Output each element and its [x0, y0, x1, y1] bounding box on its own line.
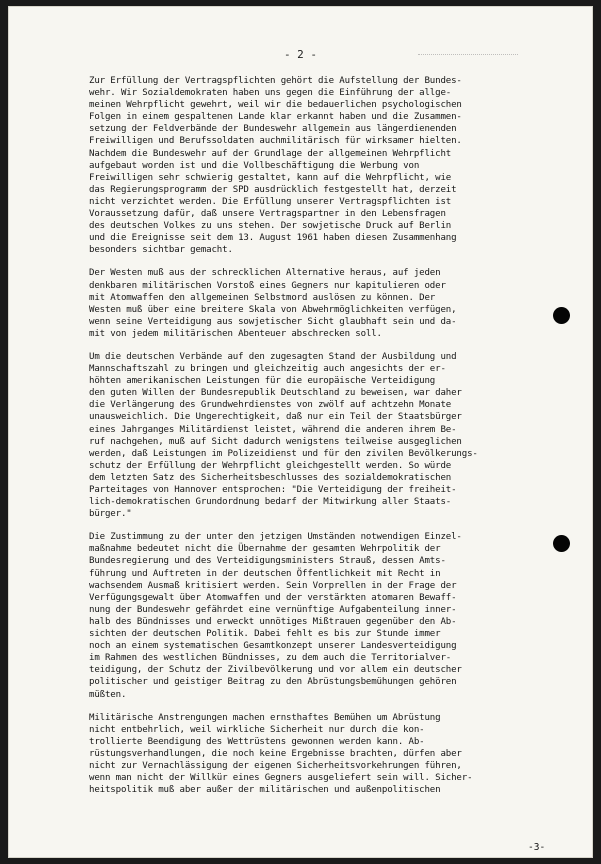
text-line: meinen Wehrpflicht gewehrt, weil wir die bedauerlichen psychologischen: [89, 100, 462, 111]
text-line: unausweichlich. Die Ungerechtigkeit, daß nur ein Teil der Staatsbürger: [89, 412, 462, 423]
text-line: wenn man nicht der Willkür eines Gegners ausgeliefert sein will. Sicher-: [89, 773, 473, 784]
text-line: Parteitages von Hannover entsprochen: "Die Verteidigung der freiheit-: [89, 485, 457, 495]
text-line: setzung der Feldverbände der Bundeswehr allgemein aus längerdienenden: [89, 124, 457, 135]
text-line: wachsendem Ausmaß kritisiert werden. Sein Vorprellen in der Frage der: [89, 580, 457, 591]
text-line: nicht zur Vernachlässigung der eigenen Sicherheitsvorkehrungen führen,: [89, 760, 462, 771]
text-line: Um die deutschen Verbände auf den zugesagten Stand der Ausbildung und: [89, 351, 457, 362]
text-line: Mannschaftszahl zu bringen und gleichzeitig auch angesichts der er-: [89, 364, 446, 375]
text-line: Nachdem die Bundeswehr auf der Grundlage der allgemeinen Wehrpflicht: [89, 148, 452, 159]
text-line: nicht verzichtet werden. Die Erfüllung unserer Vertragspflichten ist: [89, 196, 452, 207]
text-line: besonders sichtbar gemacht.: [89, 245, 233, 256]
text-line: müßten.: [89, 689, 127, 700]
text-line: im Rahmen des westlichen Bündnisses, zu dem auch die Territorialver-: [89, 653, 452, 664]
text-line: halb des Bündnisses und erweckt unnötiges Mißtrauen gegenüber den Ab-: [89, 616, 457, 627]
text-line: Bundesregierung und des Verteidigungsministers Strauß, dessen Amts-: [89, 556, 446, 567]
text-line: Freiwilligen und Berufssoldaten auchmilitärisch für wirksamer hielten.: [89, 136, 462, 147]
paragraph: [89, 712, 569, 797]
text-line: den guten Willen der Bundesrepublik Deutschland zu beweisen, war daher: [89, 388, 462, 399]
text-line: denkbaren militärischen Vorstoß eines Gegners nur kapitulieren oder: [89, 280, 446, 291]
text-line: und die Ereignisse seit dem 13. August 1961 haben diesen Zusammenhang: [89, 233, 457, 244]
text-line: führung und Auftreten in der deutschen Öffentlichkeit mit Recht in: [89, 568, 441, 579]
paragraph: [89, 267, 569, 340]
text-line: mit von jedem militärischen Abenteuer abschrecken soll.: [89, 328, 382, 339]
text-line: schutz der Erfüllung der Wehrpflicht gleichgestellt werden. So würde: [89, 460, 452, 471]
text-line: Verfügungsgewalt über Atomwaffen und der verstärkten atomaren Bewaff-: [89, 592, 457, 603]
punch-hole-lower: [553, 535, 570, 552]
text-line: teidigung, der Schutz der Zivilbevölkerung und vor allem ein deutscher: [89, 665, 462, 676]
paragraph: [89, 75, 569, 256]
text-line: aufgebaut worden ist und die Vollbeschäftigung die Werbung von: [89, 160, 420, 171]
text-line: lich-demokratischen Grundordnung bedarf der Mitwirkung aller Staats-: [89, 497, 452, 508]
text-line: das Regierungsprogramm der SPD ausdrücklich festgestellt hat, derzeit: [89, 184, 457, 195]
text-line: Freiwilligen sehr schwierig gestaltet, kann auf die Wehrpflicht, wie: [89, 172, 452, 183]
text-line: die Verlängerung des Grundwehrdienstes von zwölf auf achtzehn Monate: [89, 400, 452, 411]
text-line: höhten amerikanischen Leistungen für die europäische Verteidigung: [89, 376, 436, 387]
text-line: nung der Bundeswehr gefährdet eine vernünftige Aufgabenteilung inner-: [89, 604, 457, 615]
text-line: bürger.": [89, 509, 132, 520]
text-line: des deutschen Volkes zu uns stehen. Der sowjetische Druck auf Berlin: [89, 221, 452, 232]
text-line: wehr. Wir Sozialdemokraten haben uns gegen die Einführung der allge-: [89, 88, 452, 99]
text-line: mit Atomwaffen den allgemeinen Selbstmord auslösen zu können. Der: [89, 292, 436, 303]
text-line: nicht entbehrlich, weil wirkliche Sicherheit nur durch die kon-: [89, 724, 425, 735]
paragraph: [89, 531, 569, 700]
text-line: sichten der deutschen Politik. Dabei fehlt es bis zur Stunde immer: [89, 629, 441, 640]
text-line: heitspolitik muß aber außer der militärischen und außenpolitischen: [89, 785, 441, 796]
text-line: werden, daß Leistungen im Polizeidienst und für den zivilen Bevölkerungs-: [89, 448, 478, 459]
text-line: Zur Erfüllung der Vertragspflichten gehört die Aufstellung der Bundes-: [89, 76, 462, 86]
text-line: Der Westen muß aus der schrecklichen Alternative heraus, auf jeden: [89, 268, 441, 279]
body-text: [89, 75, 569, 807]
text-line: rüstungsverhandlungen, die noch keine Ergebnisse brachten, dürfen aber: [89, 748, 462, 759]
page-number: - 2 -: [283, 48, 318, 61]
text-line: dem letzten Satz des Sicherheitsbeschlusses des sozialdemokratischen: [89, 472, 452, 483]
text-line: trollierte Beendigung des Wettrüstens gewonnen werden kann. Ab-: [89, 736, 425, 747]
text-line: maßnahme bedeutet nicht die Übernahme der gesamten Wehrpolitik der: [89, 544, 441, 555]
text-line: eines Jahrganges Militärdienst leistet, während die anderen ihrem Be-: [89, 424, 457, 435]
punch-hole-upper: [553, 307, 570, 324]
document-page: [8, 6, 593, 858]
text-line: Militärische Anstrengungen machen ernsthaftes Bemühen um Abrüstung: [89, 712, 441, 723]
text-line: Die Zustimmung zu der unter den jetzigen Umständen notwendigen Einzel-: [89, 532, 462, 543]
text-line: Folgen in einem gespaltenen Lande klar erkannt haben und die Zusammen-: [89, 112, 462, 123]
faint-marginal-mark: [418, 54, 518, 65]
next-page-marker: -3-: [528, 842, 546, 853]
text-line: politischer und geistiger Beitrag zu den Abrüstungsbemühungen gehören: [89, 677, 457, 688]
paragraph: [89, 351, 569, 520]
text-line: Voraussetzung dafür, daß unsere Vertragspartner in den Lebensfragen: [89, 209, 446, 220]
text-line: wenn seine Verteidigung aus sowjetischer Sicht glaubhaft sein und da-: [89, 316, 457, 327]
text-line: noch an einem systematischen Gesamtkonzept unserer Landesverteidigung: [89, 641, 457, 652]
text-line: ruf nachgehen, muß auf Sicht dadurch wenigstens teilweise ausgeglichen: [89, 436, 462, 447]
text-line: Westen muß über eine breitere Skala von Abwehrmöglichkeiten verfügen,: [89, 304, 457, 315]
